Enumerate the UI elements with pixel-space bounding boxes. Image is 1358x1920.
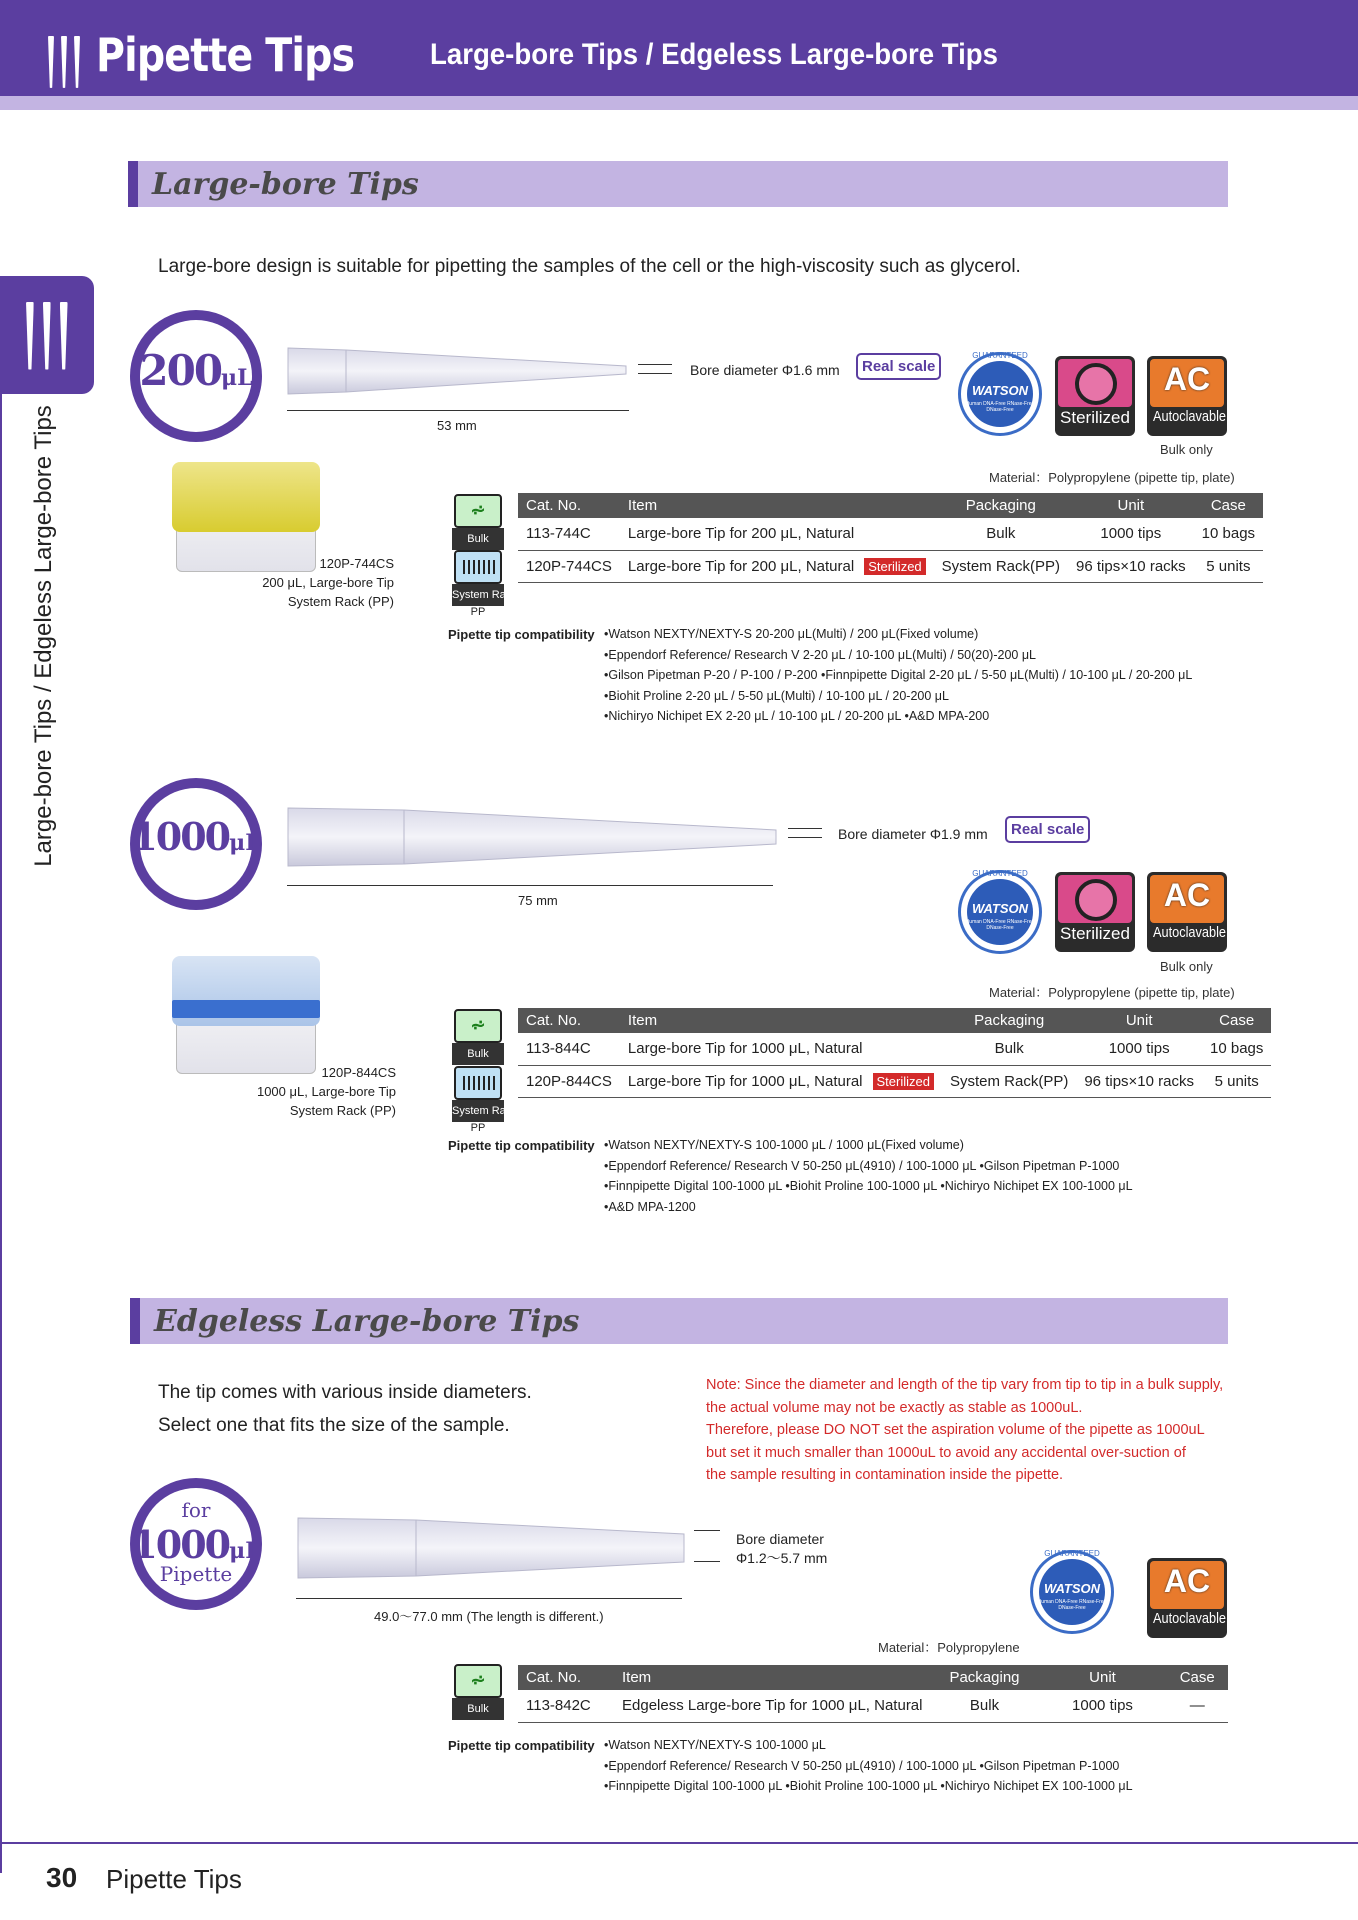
bore-diameter: Bore diameter Φ1.6 mm xyxy=(690,362,840,378)
sterilized-icon: Sterilized xyxy=(1055,356,1135,436)
length-dimension-line xyxy=(287,410,629,411)
length-dimension-line xyxy=(296,1598,682,1599)
bore-diameter: Bore diameter Φ1.9 mm xyxy=(838,826,988,842)
footer-divider xyxy=(0,1842,1358,1844)
sterilized-icon: Sterilized xyxy=(1055,872,1135,952)
bulk-only-note: Bulk only xyxy=(1160,442,1213,457)
header-subtitle: Large-bore Tips / Edgeless Large-bore Tips xyxy=(430,38,998,71)
edgeless-warning-note: Note: Since the diameter and length of the tip vary from tip to tip in a bulk supply, the actual volume may not be exactly as stable as 1000uL. Therefore, please DO NOT set the aspiration volume of the pipette as 1000uL but set it much smaller than 1000uL to avoid any accidental over-suction of the sample resulting in contamination inside the pipette. xyxy=(706,1377,1224,1484)
bore-diameter: Bore diameter Φ1.2〜5.7 mm xyxy=(736,1531,828,1566)
page-number: 30 xyxy=(46,1862,78,1893)
watson-guaranteed-seal-icon: GUARANTEED WATSON Human DNA-Free RNase-Free DNase-Free xyxy=(958,352,1042,436)
real-scale-badge: Real scale xyxy=(856,353,941,380)
table-header-row: Cat. No. Item Packaging Unit Case xyxy=(518,1665,1228,1690)
header-bar xyxy=(0,0,1358,96)
bulk-icon: ⩫ Bulk xyxy=(452,1664,504,1722)
volume-circle-1000 xyxy=(130,778,262,910)
large-bore-intro: Large-bore design is suitable for pipetting the samples of the cell or the high-viscosity such as glycerol. xyxy=(158,256,1021,277)
rack-caption-200: 120P-744CS 200 μL, Large-bore Tip System Rack (PP) xyxy=(262,556,394,609)
edgeless-intro: The tip comes with various inside diameters. Select one that fits the size of the sample. xyxy=(158,1382,532,1436)
header-stripe xyxy=(0,96,1358,110)
product-table-200 xyxy=(518,493,1263,583)
volume-circle-200 xyxy=(130,310,262,442)
edgeless-tip-drawing xyxy=(296,1516,686,1580)
side-tab xyxy=(0,276,94,394)
bulk-icon: ⩫ Bulk xyxy=(452,1009,504,1067)
bulk-only-note: Bulk only xyxy=(1160,959,1213,974)
compat-title: Pipette tip compatibility xyxy=(448,1138,595,1153)
volume-label: 200μL xyxy=(139,346,253,395)
pipette-tip-1000-drawing xyxy=(286,806,778,868)
section-title: Large-bore Tips xyxy=(152,167,419,202)
autoclavable-icon: AC Autoclavable xyxy=(1147,356,1227,436)
page-name: Pipette Tips xyxy=(106,1864,242,1894)
watson-guaranteed-seal-icon: GUARANTEED WATSON Human DNA-Free RNase-Free DNase-Free xyxy=(1030,1550,1114,1634)
table-header-row: Cat. No. Item Packaging Unit Case xyxy=(518,1008,1271,1033)
length-label: 49.0〜77.0 mm (The length is different.) xyxy=(374,1609,604,1624)
product-table-edgeless xyxy=(518,1665,1228,1723)
watson-guaranteed-seal-icon: GUARANTEED WATSON Human DNA-Free RNase-Free DNase-Free xyxy=(958,870,1042,954)
side-tab-logo-icon xyxy=(26,302,70,370)
system-rack-icon: System Rack PP xyxy=(452,1066,504,1124)
pipette-tip-200-drawing xyxy=(286,346,630,396)
system-rack-icon: System Rack PP xyxy=(452,550,504,608)
section-title: Edgeless Large-bore Tips xyxy=(154,1304,580,1339)
table-row: 120P-744CS Large-bore Tip for 200 μL, Natural Sterilized System Rack(PP) 96 tips×10 racks 5 units xyxy=(518,550,1263,582)
compat-title: Pipette tip compatibility xyxy=(448,627,595,642)
side-divider xyxy=(0,393,2,1873)
real-scale-badge: Real scale xyxy=(1005,816,1090,843)
brand-title: Pipette Tips xyxy=(96,28,355,82)
autoclavable-icon: AC Autoclavable xyxy=(1147,872,1227,952)
length-label: 75 mm xyxy=(518,893,558,908)
table-row: 113-842C Edgeless Large-bore Tip for 1000 μL, Natural Bulk 1000 tips — xyxy=(518,1690,1228,1722)
compat-list-200: •Watson NEXTY/NEXTY-S 20-200 μL(Multi) / 200 μL(Fixed volume) •Eppendorf Reference/ Research V 2-20 μL / 10-100 μL(Multi) / 50(20)-200 μL •Gilson Pipetman P-20 / P-100 / P-200 •Finnpipette Digital 2-20 μL / 5-50 μL(Multi) / 10-100 μL / 20-200 μL •Biohit Proline 2-20 μL / 5-50 μL(Multi) / 10-100 μL / 20-200 μL •Nichiryo Nichipet EX 2-20 μL / 10-100 μL / 20-200 μL •A&D MPA-200 xyxy=(604,627,1193,724)
material-note: Material：Polypropylene xyxy=(878,1640,1020,1655)
length-label: 53 mm xyxy=(437,418,477,433)
compat-list-1000: •Watson NEXTY/NEXTY-S 100-1000 μL / 1000 μL(Fixed volume) •Eppendorf Reference/ Research V 50-250 μL(4910) / 100-1000 μL •Gilson Pipetman P-1000 •Finnpipette Digital 100-1000 μL •Biohit Proline 100-1000 μL •Nichiryo Nichipet EX 100-1000 μL •A&D MPA-1200 xyxy=(604,1138,1133,1214)
bulk-icon: ⩫ Bulk xyxy=(452,494,504,552)
compat-list-edgeless: •Watson NEXTY/NEXTY-S 100-1000 μL •Eppendorf Reference/ Research V 50-250 μL(4910) / 100-1000 μL •Gilson Pipetman P-1000 •Finnpipette Digital 100-1000 μL •Biohit Proline 100-1000 μL •Nichiryo Nichipet EX 100-1000 μL xyxy=(604,1738,1133,1794)
bore-marker xyxy=(694,1530,720,1562)
sterilized-tag: Sterilized xyxy=(873,1073,934,1090)
length-dimension-line xyxy=(287,885,773,886)
material-note: Material：Polypropylene (pipette tip, plate) xyxy=(989,470,1235,485)
side-label: Large-bore Tips / Edgeless Large-bore Tips xyxy=(30,405,57,867)
bore-marker xyxy=(788,828,822,838)
volume-circle-edgeless: for 1000μL Pipette xyxy=(130,1478,262,1610)
pipette-tips-logo-icon xyxy=(48,36,82,88)
volume-label: 1000μL xyxy=(131,814,261,859)
compat-title: Pipette tip compatibility xyxy=(448,1738,595,1753)
section-bar-large-bore xyxy=(128,161,1228,207)
material-note: Material：Polypropylene (pipette tip, plate) xyxy=(989,985,1235,1000)
system-rack-1000-image xyxy=(172,956,320,1076)
table-row: 113-844C Large-bore Tip for 1000 μL, Natural Bulk 1000 tips 10 bags xyxy=(518,1033,1271,1065)
product-table-1000 xyxy=(518,1008,1271,1098)
sterilized-tag: Sterilized xyxy=(864,558,925,575)
rack-caption-1000: 120P-844CS 1000 μL, Large-bore Tip System Rack (PP) xyxy=(256,1065,396,1118)
autoclavable-icon: AC Autoclavable xyxy=(1147,1558,1227,1638)
section-bar-edgeless xyxy=(130,1298,1228,1344)
table-row: 113-744C Large-bore Tip for 200 μL, Natural Bulk 1000 tips 10 bags xyxy=(518,518,1263,550)
table-header-row: Cat. No. Item Packaging Unit Case xyxy=(518,493,1263,518)
bore-marker xyxy=(638,364,672,374)
table-row: 120P-844CS Large-bore Tip for 1000 μL, Natural Sterilized System Rack(PP) 96 tips×10 racks 5 units xyxy=(518,1065,1271,1097)
volume-label: 1000μL xyxy=(131,1522,261,1567)
